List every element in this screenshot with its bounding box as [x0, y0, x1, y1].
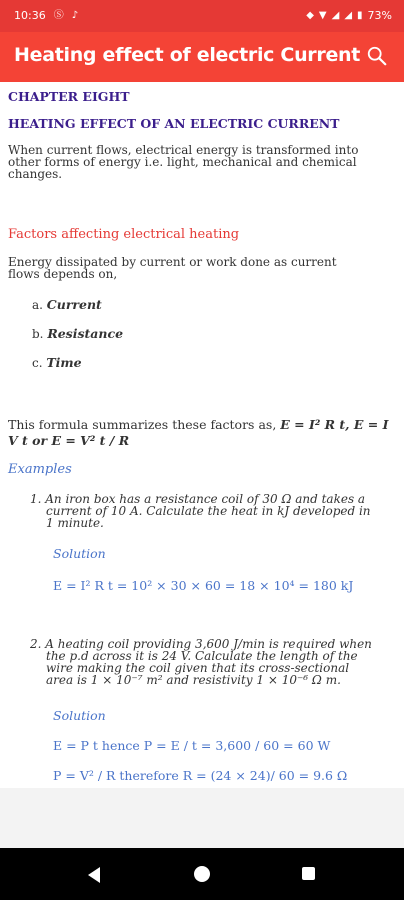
energy-line: Energy dissipated by current or work done as current: [8, 255, 337, 269]
signal-icon-2: ◢: [344, 9, 353, 21]
solution-equation: E = P t hence P = E / t = 3,600 / 60 = 60 W: [53, 738, 331, 753]
solution-label: Solution: [53, 546, 106, 561]
content-footer-area: [0, 788, 404, 848]
page-title: Heating effect of electric Current: [14, 44, 361, 66]
solution-equation: P = V² / R therefore R = (24 × 24)/ 60 = 9.6 Ω: [53, 768, 348, 783]
list-label: Time: [46, 355, 82, 370]
intro-line: changes.: [8, 167, 63, 181]
tiktok-icon: ♪: [71, 9, 79, 21]
intro-line: When current flows, electrical energy is transformed into: [8, 143, 359, 157]
example-line: area is 1 × 10⁻⁷ m² and resistivity 1 × 10⁻⁶ Ω m.: [46, 673, 341, 687]
list-label: Current: [46, 297, 102, 312]
back-icon[interactable]: [88, 867, 100, 883]
formula-lead: This formula summarizes these factors as,: [8, 417, 277, 432]
article-content[interactable]: [0, 82, 404, 788]
home-icon[interactable]: [194, 866, 210, 882]
signal-icon: ◢: [331, 9, 340, 21]
list-marker: c.: [32, 356, 43, 370]
energy-paragraph: [8, 256, 337, 280]
app-bar: [0, 32, 404, 82]
example-line: wire making the coil given that its cross-sectional: [46, 661, 350, 675]
solution-equation: E = I² R t = 10² × 30 × 60 = 18 × 10⁴ = 180 kJ: [53, 578, 354, 593]
formula-paragraph: [8, 417, 388, 449]
example-line: 1. An iron box has a resistance coil of 30 Ω and takes a: [30, 492, 366, 506]
list-label: Resistance: [47, 326, 124, 341]
energy-line: flows depends on,: [8, 267, 118, 281]
intro-paragraph: [8, 144, 358, 180]
list-item: [32, 297, 102, 312]
factors-title: Factors affecting electrical heating: [8, 227, 240, 242]
example-2: [30, 638, 372, 686]
example-line: 1 minute.: [46, 516, 104, 530]
list-item: [32, 355, 82, 370]
example-line: 2. A heating coil providing 3,600 J/min is required when: [30, 637, 372, 651]
examples-label: Examples: [8, 462, 72, 477]
list-marker: b.: [32, 327, 44, 341]
example-1: [30, 493, 371, 529]
cast-icon: ◆: [306, 9, 314, 21]
wifi-icon: ▼: [318, 9, 327, 21]
chapter-label: CHAPTER EIGHT: [8, 89, 130, 104]
example-line: current of 10 A. Calculate the heat in kJ developed in: [46, 504, 371, 518]
section-heading: HEATING EFFECT OF AN ELECTRIC CURRENT: [8, 116, 340, 131]
intro-line: other forms of energy i.e. light, mechanical and chemical: [8, 155, 357, 169]
recent-apps-icon[interactable]: [302, 867, 315, 880]
formula-part-a: E = I² R t, E = I: [280, 417, 389, 432]
battery-icon: ▮: [357, 9, 363, 21]
solution-label: Solution: [53, 708, 106, 723]
search-icon[interactable]: [366, 45, 388, 67]
example-line: the p.d across it is 24 V. Calculate the length of the: [46, 649, 358, 663]
sim-icon: Ⓢ: [53, 9, 64, 21]
formula-part-b: V t or E = V² t / R: [8, 433, 130, 448]
status-bar: [0, 0, 404, 32]
list-item: [32, 326, 123, 341]
list-marker: a.: [32, 298, 43, 312]
status-time: 10:36: [14, 9, 46, 22]
battery-percent: 73%: [367, 9, 392, 22]
